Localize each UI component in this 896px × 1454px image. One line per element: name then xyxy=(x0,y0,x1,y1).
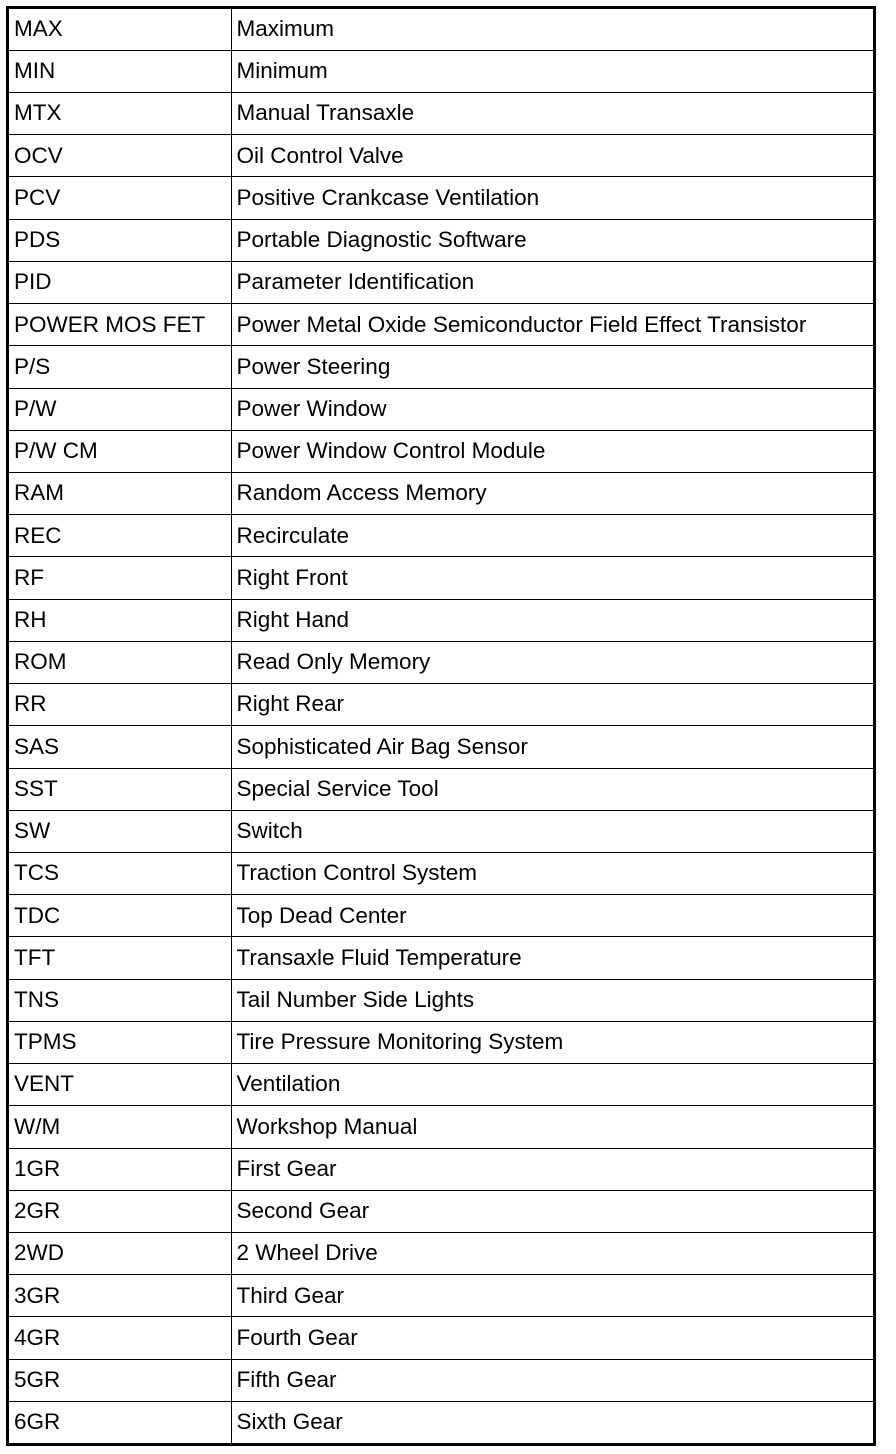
abbreviation-cell: SW xyxy=(9,810,231,852)
table-row xyxy=(9,599,873,641)
abbreviation-cell: 2WD xyxy=(9,1232,231,1274)
table-row xyxy=(9,852,873,894)
abbreviation-cell: REC xyxy=(9,515,231,557)
meaning-cell: Minimum xyxy=(231,50,873,92)
meaning-cell: Fifth Gear xyxy=(231,1359,873,1401)
table-row xyxy=(9,388,873,430)
meaning-cell: Fourth Gear xyxy=(231,1317,873,1359)
abbreviation-cell: 4GR xyxy=(9,1317,231,1359)
table-row xyxy=(9,768,873,810)
table-row xyxy=(9,726,873,768)
table-row xyxy=(9,135,873,177)
table-row xyxy=(9,937,873,979)
abbreviation-cell: PID xyxy=(9,261,231,303)
table-row xyxy=(9,557,873,599)
abbreviation-cell: POWER MOS FET xyxy=(9,304,231,346)
meaning-cell: Right Hand xyxy=(231,599,873,641)
abbreviation-cell: TCS xyxy=(9,852,231,894)
meaning-cell: Transaxle Fluid Temperature xyxy=(231,937,873,979)
meaning-cell: Switch xyxy=(231,810,873,852)
table-row xyxy=(9,1021,873,1063)
meaning-cell: First Gear xyxy=(231,1148,873,1190)
meaning-cell: Right Front xyxy=(231,557,873,599)
meaning-cell: Power Window Control Module xyxy=(231,430,873,472)
abbreviation-cell: TFT xyxy=(9,937,231,979)
table-row xyxy=(9,1148,873,1190)
table-row xyxy=(9,346,873,388)
meaning-cell: Workshop Manual xyxy=(231,1106,873,1148)
abbreviation-cell: RH xyxy=(9,599,231,641)
table-row xyxy=(9,93,873,135)
table-row xyxy=(9,473,873,515)
abbreviation-cell: PCV xyxy=(9,177,231,219)
table-row xyxy=(9,1401,873,1443)
table-row xyxy=(9,1359,873,1401)
abbreviation-cell: MAX xyxy=(9,9,231,50)
abbreviation-cell: MIN xyxy=(9,50,231,92)
meaning-cell: Top Dead Center xyxy=(231,895,873,937)
table-row xyxy=(9,641,873,683)
table-row xyxy=(9,515,873,557)
meaning-cell: Positive Crankcase Ventilation xyxy=(231,177,873,219)
meaning-cell: Parameter Identification xyxy=(231,261,873,303)
meaning-cell: Random Access Memory xyxy=(231,473,873,515)
abbreviation-cell: MTX xyxy=(9,93,231,135)
table-row xyxy=(9,1275,873,1317)
table-row xyxy=(9,177,873,219)
meaning-cell: Tire Pressure Monitoring System xyxy=(231,1021,873,1063)
abbreviation-cell: 6GR xyxy=(9,1401,231,1443)
abbreviation-cell: RF xyxy=(9,557,231,599)
abbreviation-cell: 5GR xyxy=(9,1359,231,1401)
abbreviation-cell: TNS xyxy=(9,979,231,1021)
table-row xyxy=(9,430,873,472)
table-row xyxy=(9,9,873,50)
abbreviation-cell: TDC xyxy=(9,895,231,937)
abbreviation-cell: OCV xyxy=(9,135,231,177)
meaning-cell: Third Gear xyxy=(231,1275,873,1317)
table-row xyxy=(9,1064,873,1106)
table-row xyxy=(9,50,873,92)
abbreviation-cell: TPMS xyxy=(9,1021,231,1063)
meaning-cell: Right Rear xyxy=(231,684,873,726)
abbreviation-table-body xyxy=(9,9,873,1443)
abbreviation-table xyxy=(9,9,873,1443)
table-row xyxy=(9,1232,873,1274)
table-row xyxy=(9,261,873,303)
table-row xyxy=(9,810,873,852)
abbreviation-cell: P/W CM xyxy=(9,430,231,472)
abbreviation-cell: 3GR xyxy=(9,1275,231,1317)
meaning-cell: Power Steering xyxy=(231,346,873,388)
abbreviation-cell: P/W xyxy=(9,388,231,430)
abbreviation-cell: RAM xyxy=(9,473,231,515)
abbreviation-cell: P/S xyxy=(9,346,231,388)
abbreviation-cell: RR xyxy=(9,684,231,726)
meaning-cell: Special Service Tool xyxy=(231,768,873,810)
meaning-cell: 2 Wheel Drive xyxy=(231,1232,873,1274)
meaning-cell: Tail Number Side Lights xyxy=(231,979,873,1021)
abbreviation-cell: 2GR xyxy=(9,1190,231,1232)
table-row xyxy=(9,684,873,726)
meaning-cell: Oil Control Valve xyxy=(231,135,873,177)
meaning-cell: Sophisticated Air Bag Sensor xyxy=(231,726,873,768)
abbreviation-table-frame xyxy=(6,6,876,1446)
meaning-cell: Portable Diagnostic Software xyxy=(231,219,873,261)
abbreviation-cell: SAS xyxy=(9,726,231,768)
table-row xyxy=(9,1106,873,1148)
abbreviation-cell: SST xyxy=(9,768,231,810)
meaning-cell: Maximum xyxy=(231,9,873,50)
meaning-cell: Recirculate xyxy=(231,515,873,557)
table-row xyxy=(9,895,873,937)
abbreviation-cell: 1GR xyxy=(9,1148,231,1190)
table-row xyxy=(9,1190,873,1232)
abbreviation-cell: ROM xyxy=(9,641,231,683)
meaning-cell: Ventilation xyxy=(231,1064,873,1106)
meaning-cell: Second Gear xyxy=(231,1190,873,1232)
meaning-cell: Power Metal Oxide Semiconductor Field Effect Transistor xyxy=(231,304,873,346)
meaning-cell: Manual Transaxle xyxy=(231,93,873,135)
meaning-cell: Power Window xyxy=(231,388,873,430)
table-row xyxy=(9,1317,873,1359)
meaning-cell: Sixth Gear xyxy=(231,1401,873,1443)
abbreviation-cell: W/M xyxy=(9,1106,231,1148)
table-row xyxy=(9,219,873,261)
meaning-cell: Traction Control System xyxy=(231,852,873,894)
abbreviation-cell: VENT xyxy=(9,1064,231,1106)
table-row xyxy=(9,979,873,1021)
table-row xyxy=(9,304,873,346)
abbreviation-cell: PDS xyxy=(9,219,231,261)
meaning-cell: Read Only Memory xyxy=(231,641,873,683)
